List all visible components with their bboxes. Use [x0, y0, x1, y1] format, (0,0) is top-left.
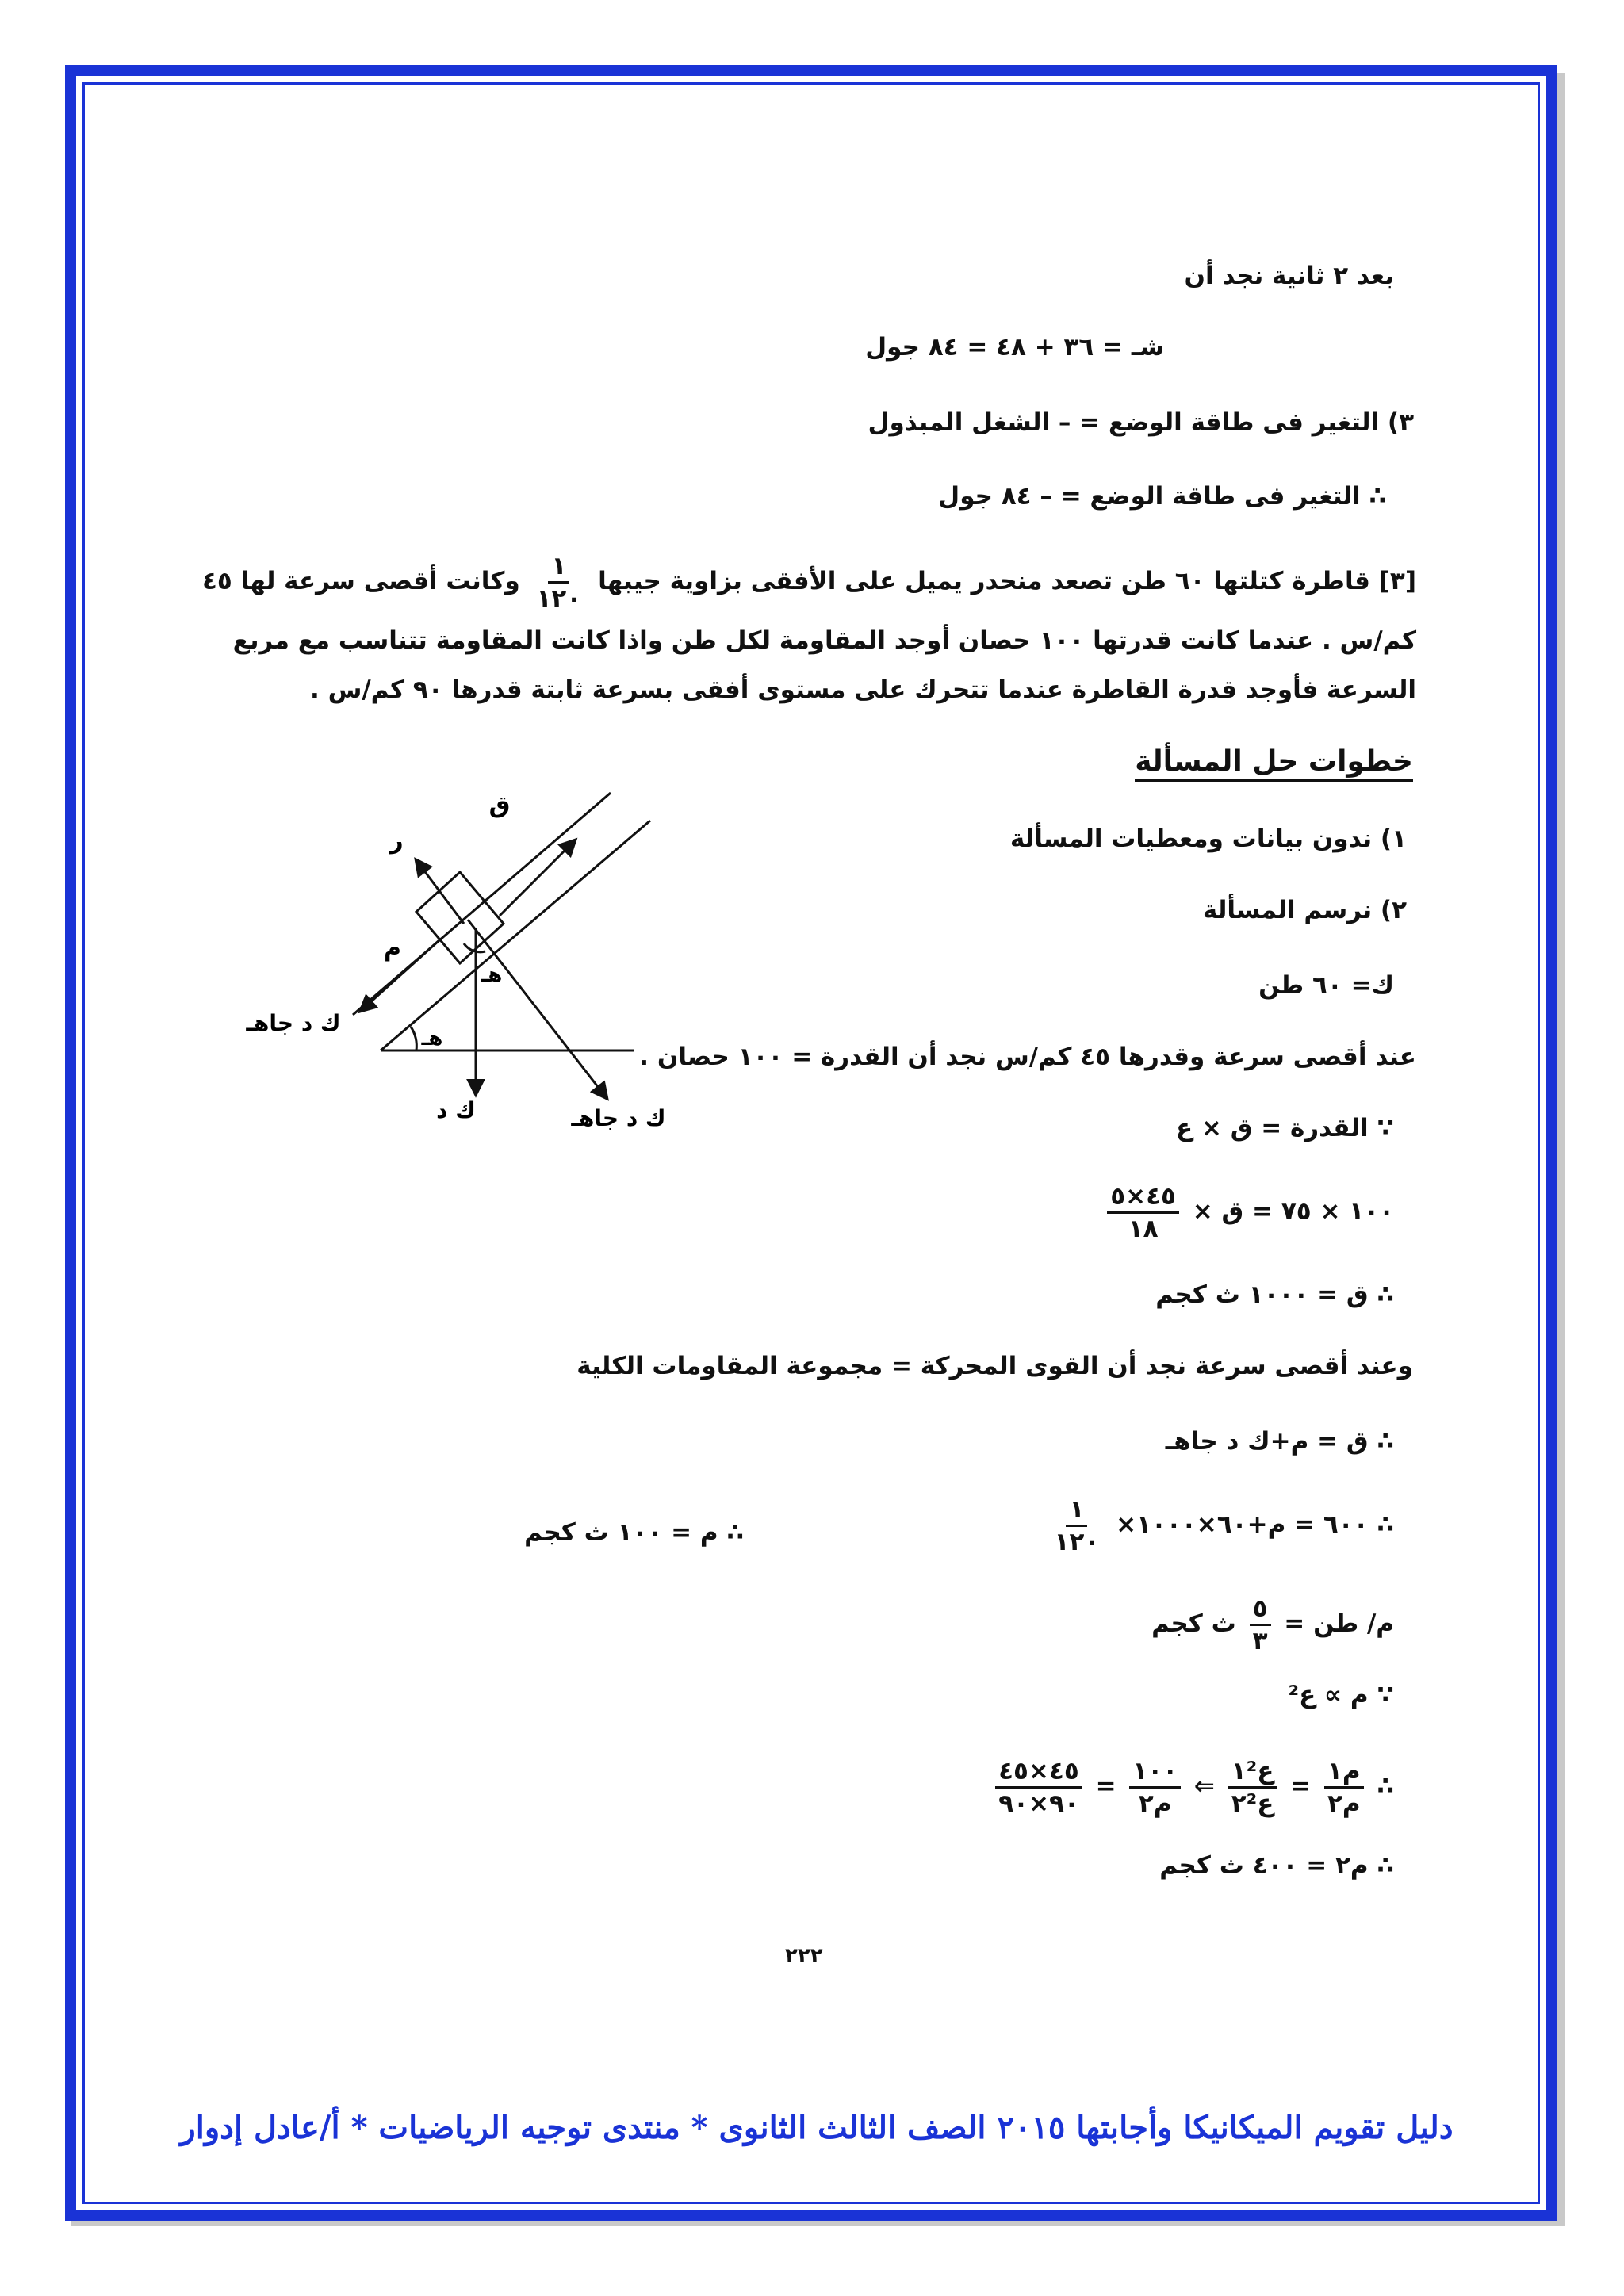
- resistance-substitution: [1047, 1494, 1394, 1557]
- force-result: ∴ ق = ١٠٠٠ ث كجم: [1155, 1280, 1394, 1309]
- ratio-fraction-2: [1228, 1756, 1277, 1819]
- label-weight: ك د: [436, 1097, 476, 1123]
- fraction-numerator: ع١²: [1228, 1756, 1277, 1789]
- power-substitution-text: ١٠٠ × ٧٥ = ق ×: [1192, 1197, 1394, 1226]
- resistance-fraction: [1250, 1594, 1271, 1656]
- label-r: ر: [389, 827, 404, 855]
- power-formula: ∵ القدرة = ق × ع: [1175, 1114, 1394, 1142]
- final-resistance: ∴ م٢ = ٤٠٠ ث كجم: [1159, 1851, 1394, 1880]
- fraction-denominator: ٣: [1252, 1627, 1268, 1655]
- fraction-numerator: م١: [1324, 1756, 1364, 1789]
- label-weight-component-2: ك د جاهـ: [571, 1105, 666, 1131]
- incline-surface: [381, 821, 650, 1050]
- speed-conversion-fraction: [1107, 1181, 1179, 1244]
- mass-value: ك= ٦٠ طن: [1258, 971, 1394, 1000]
- component-arrow: [468, 920, 607, 1098]
- text-line-4: ∴ التغير فى طاقة الوضع = – ٨٤ جول: [938, 482, 1386, 511]
- problem-text-b: وكانت أقصى سرعة لها ٤٥: [201, 567, 520, 595]
- fraction-numerator: ٤٥×٥: [1107, 1181, 1179, 1214]
- text-line-1: بعد ٢ ثانية نجد أن: [1184, 262, 1394, 290]
- fraction-denominator: ١٨: [1128, 1215, 1159, 1243]
- step-1: ١) ندون بيانات ومعطيات المسألة: [1009, 825, 1407, 853]
- equilibrium-statement: وعند أقصى سرعة نجد أن القوى المحركة = مجموعة المقاومات الكلية: [576, 1352, 1413, 1380]
- footer-banner: دليل تقويم الميكانيكا وأجابتها ٢٠١٥ الصف الثالث الثانوى * منتدى توجيه الرياضيات * أ/عادل إدوار: [180, 2109, 1454, 2146]
- resistance-per-ton-text: م/ طن =: [1284, 1609, 1394, 1638]
- page-number: ٢٢٢: [785, 1944, 823, 1968]
- label-q: ق: [488, 791, 511, 819]
- step-2: ٢) نرسم المسألة: [1202, 896, 1407, 924]
- label-angle-incline: هـ: [421, 1027, 443, 1050]
- text-line-3: ٣) التغير فى طاقة الوضع = – الشغل المبذول: [868, 408, 1414, 437]
- force-equation: ∴ ق = م+ك د جاهـ: [1165, 1427, 1394, 1456]
- normal-r-arrow: [416, 860, 464, 924]
- section-heading: خطوات حل المسألة: [1135, 745, 1413, 782]
- therefore-sign: ∴: [1377, 1772, 1394, 1800]
- fraction-numerator: ٥: [1250, 1594, 1271, 1626]
- ratio-fraction-1: [1324, 1756, 1364, 1819]
- force-diagram: [238, 785, 714, 1150]
- equals-sign: =: [1290, 1772, 1312, 1800]
- equals-sign: =: [1095, 1772, 1116, 1800]
- ratio-fraction-4: [995, 1756, 1082, 1819]
- fraction-denominator: ١٢٠: [1054, 1528, 1100, 1556]
- label-angle-block: هـ: [481, 963, 503, 987]
- implies-arrow: ⇐: [1193, 1772, 1215, 1800]
- resistance-unit: ث كجم: [1151, 1609, 1236, 1638]
- proportionality: ∵ م ∝ ع²: [1288, 1681, 1394, 1709]
- angle-arc-incline: [411, 1027, 416, 1050]
- problem-fraction: [534, 551, 585, 614]
- resistance-substitution-text: ∴ ٦٠٠ = م+٦٠×١٠٠٠×: [1116, 1510, 1394, 1539]
- label-weight-component-1: ك د جاهـ: [246, 1010, 341, 1036]
- resistance-per-ton: [1151, 1594, 1394, 1656]
- frame-shadow-right: [1557, 73, 1565, 2226]
- fraction-denominator: م٢: [1327, 1789, 1361, 1818]
- problem-text-a: [٣] قاطرة كتلتها ٦٠ طن تصعد منحدر يميل على الأفقى بزاوية جيبها: [598, 567, 1416, 595]
- fraction-numerator: ٤٥×٤٥: [995, 1756, 1082, 1789]
- fraction-numerator: ١: [548, 551, 569, 584]
- fraction-denominator: ٩٠×٩٠: [998, 1789, 1079, 1818]
- problem-line-2: كم/س . عندما كانت قدرتها ١٠٠ حصان أوجد المقاومة لكل طن واذا كانت المقاومة تتناسب مع مربع: [232, 626, 1416, 655]
- fraction-numerator: ١٠٠: [1129, 1756, 1181, 1789]
- fraction-denominator: ع٢²: [1231, 1789, 1274, 1818]
- fraction-numerator: ١: [1066, 1494, 1087, 1527]
- max-speed-statement: عند أقصى سرعة وقدرها ٤٥ كم/س نجد أن القدرة = ١٠٠ حصان .: [639, 1043, 1416, 1071]
- label-m: م: [384, 934, 401, 962]
- equation-work: شـ = ٣٦ + ٤٨ = ٨٤ جول: [865, 333, 1164, 362]
- ratio-fraction-3: [1129, 1756, 1181, 1819]
- problem-line-1: [202, 551, 1416, 614]
- ratio-equation: [990, 1756, 1394, 1819]
- fraction-denominator: م٢: [1138, 1789, 1172, 1818]
- problem-line-3: السرعة فأوجد قدرة القاطرة عندما تتحرك على مستوى أفقى بسرعة ثابتة قدرها ٩٠ كم/س .: [310, 675, 1416, 704]
- resistance-result: ∴ م = ١٠٠ ث كجم: [524, 1518, 744, 1547]
- sine-fraction: [1051, 1494, 1103, 1557]
- power-substitution: [1102, 1181, 1394, 1244]
- fraction-denominator: ١٢٠: [536, 584, 582, 613]
